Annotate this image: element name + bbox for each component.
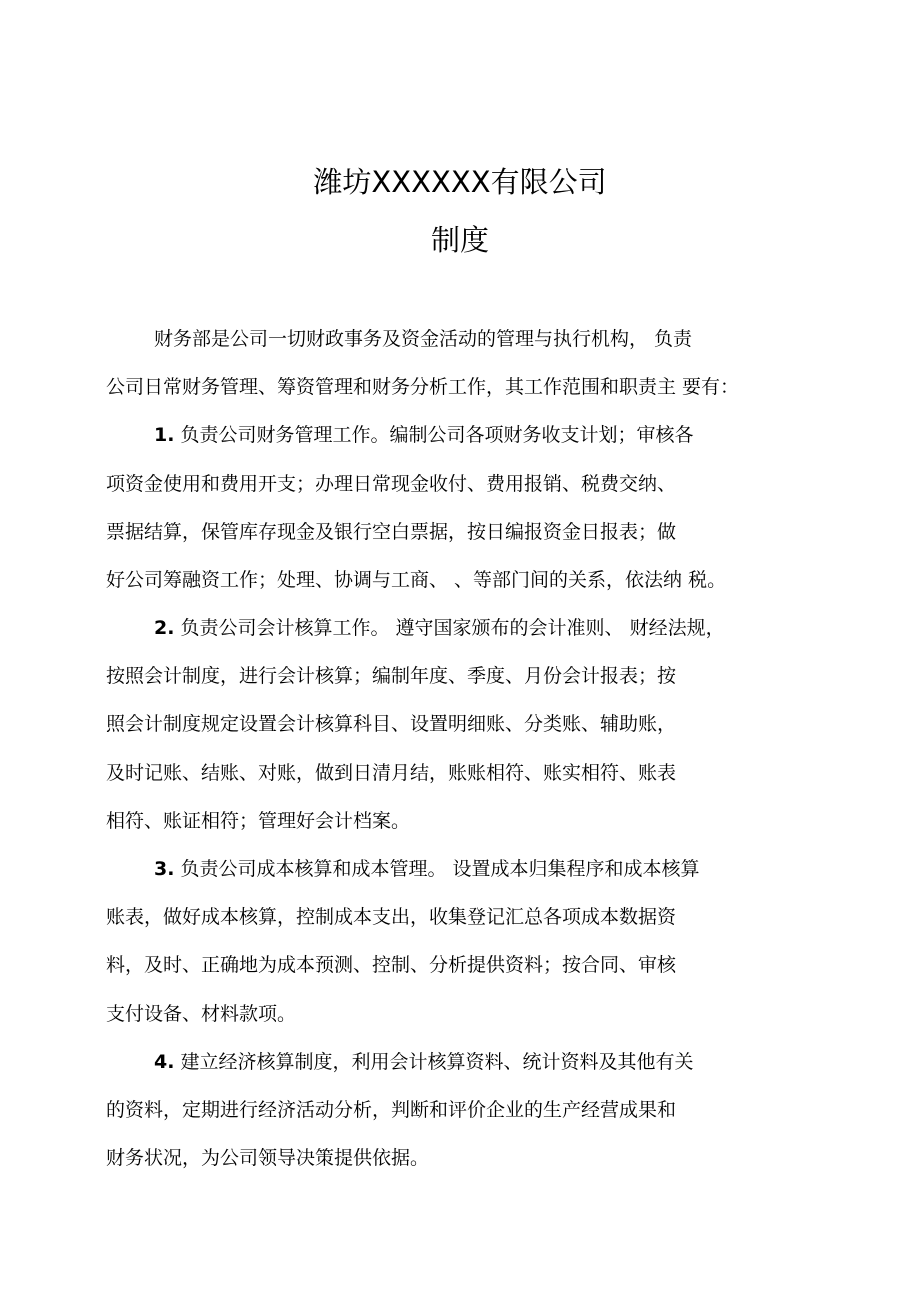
item-2-line: 及时记账、结账、对账，做到日清月结，账账相符、账实相符、账表 (106, 762, 677, 784)
item-3-line: 支付设备、材料款项。 (106, 1003, 297, 1025)
item-1-line: 票据结算，保管库存现金及银行空白票据，按日编报资金日报表；做 (106, 521, 677, 543)
item-2-line: 按照会计制度，进行会计核算；编制年度、季度、月份会计报表；按 (106, 665, 677, 687)
item-1-text: 负责公司财务管理工作。编制公司各项财务收支计划；审核各 (174, 424, 694, 446)
item-1-first-line (154, 420, 694, 450)
item-4-text: 建立经济核算制度，利用会计核算资料、统计资料及其他有关 (174, 1051, 694, 1073)
item-4-number: 4. (154, 1051, 175, 1073)
item-2-line: 照会计制度规定设置会计核算科目、设置明细账、分类账、辅助账， (106, 713, 677, 735)
item-1-line: 好公司筹融资工作；处理、协调与工商、 、等部门间的关系，依法纳 税。 (106, 569, 727, 591)
item-2-first-line (154, 613, 725, 643)
item-3-line: 账表，做好成本核算，控制成本支出，收集登记汇总各项成本数据资 (106, 906, 677, 928)
item-3-text: 负责公司成本核算和成本管理。 设置成本归集程序和成本核算 (174, 858, 700, 880)
item-4-line: 财务状况，为公司领导决策提供依据。 (106, 1147, 430, 1169)
item-2-line: 相符、账证相符；管理好会计档案。 (106, 810, 411, 832)
company-title: 潍坊XXXXXX有限公司 (313, 165, 607, 199)
item-1-number: 1. (154, 424, 175, 446)
item-2-number: 2. (154, 617, 175, 639)
item-1-line: 项资金使用和费用开支；办理日常现金收付、费用报销、税费交纳、 (106, 473, 677, 495)
item-4-first-line (154, 1047, 694, 1077)
item-2-text: 负责公司会计核算工作。 遵守国家颁布的会计准则、 财经法规， (174, 617, 725, 639)
document-subtitle: 制度 (430, 223, 489, 257)
item-4-line: 的资料，定期进行经济活动分析，判断和评价企业的生产经营成果和 (106, 1099, 677, 1121)
intro-line-2: 公司日常财务管理、筹资管理和财务分析工作，其工作范围和职责主 要有： (106, 376, 740, 398)
item-3-number: 3. (154, 858, 175, 880)
intro-line-1: 财务部是公司一切财政事务及资金活动的管理与执行机构， 负责 (154, 328, 693, 350)
item-3-first-line (154, 854, 700, 884)
item-3-line: 料，及时、正确地为成本预测、控制、分析提供资料；按合同、审核 (106, 954, 677, 976)
